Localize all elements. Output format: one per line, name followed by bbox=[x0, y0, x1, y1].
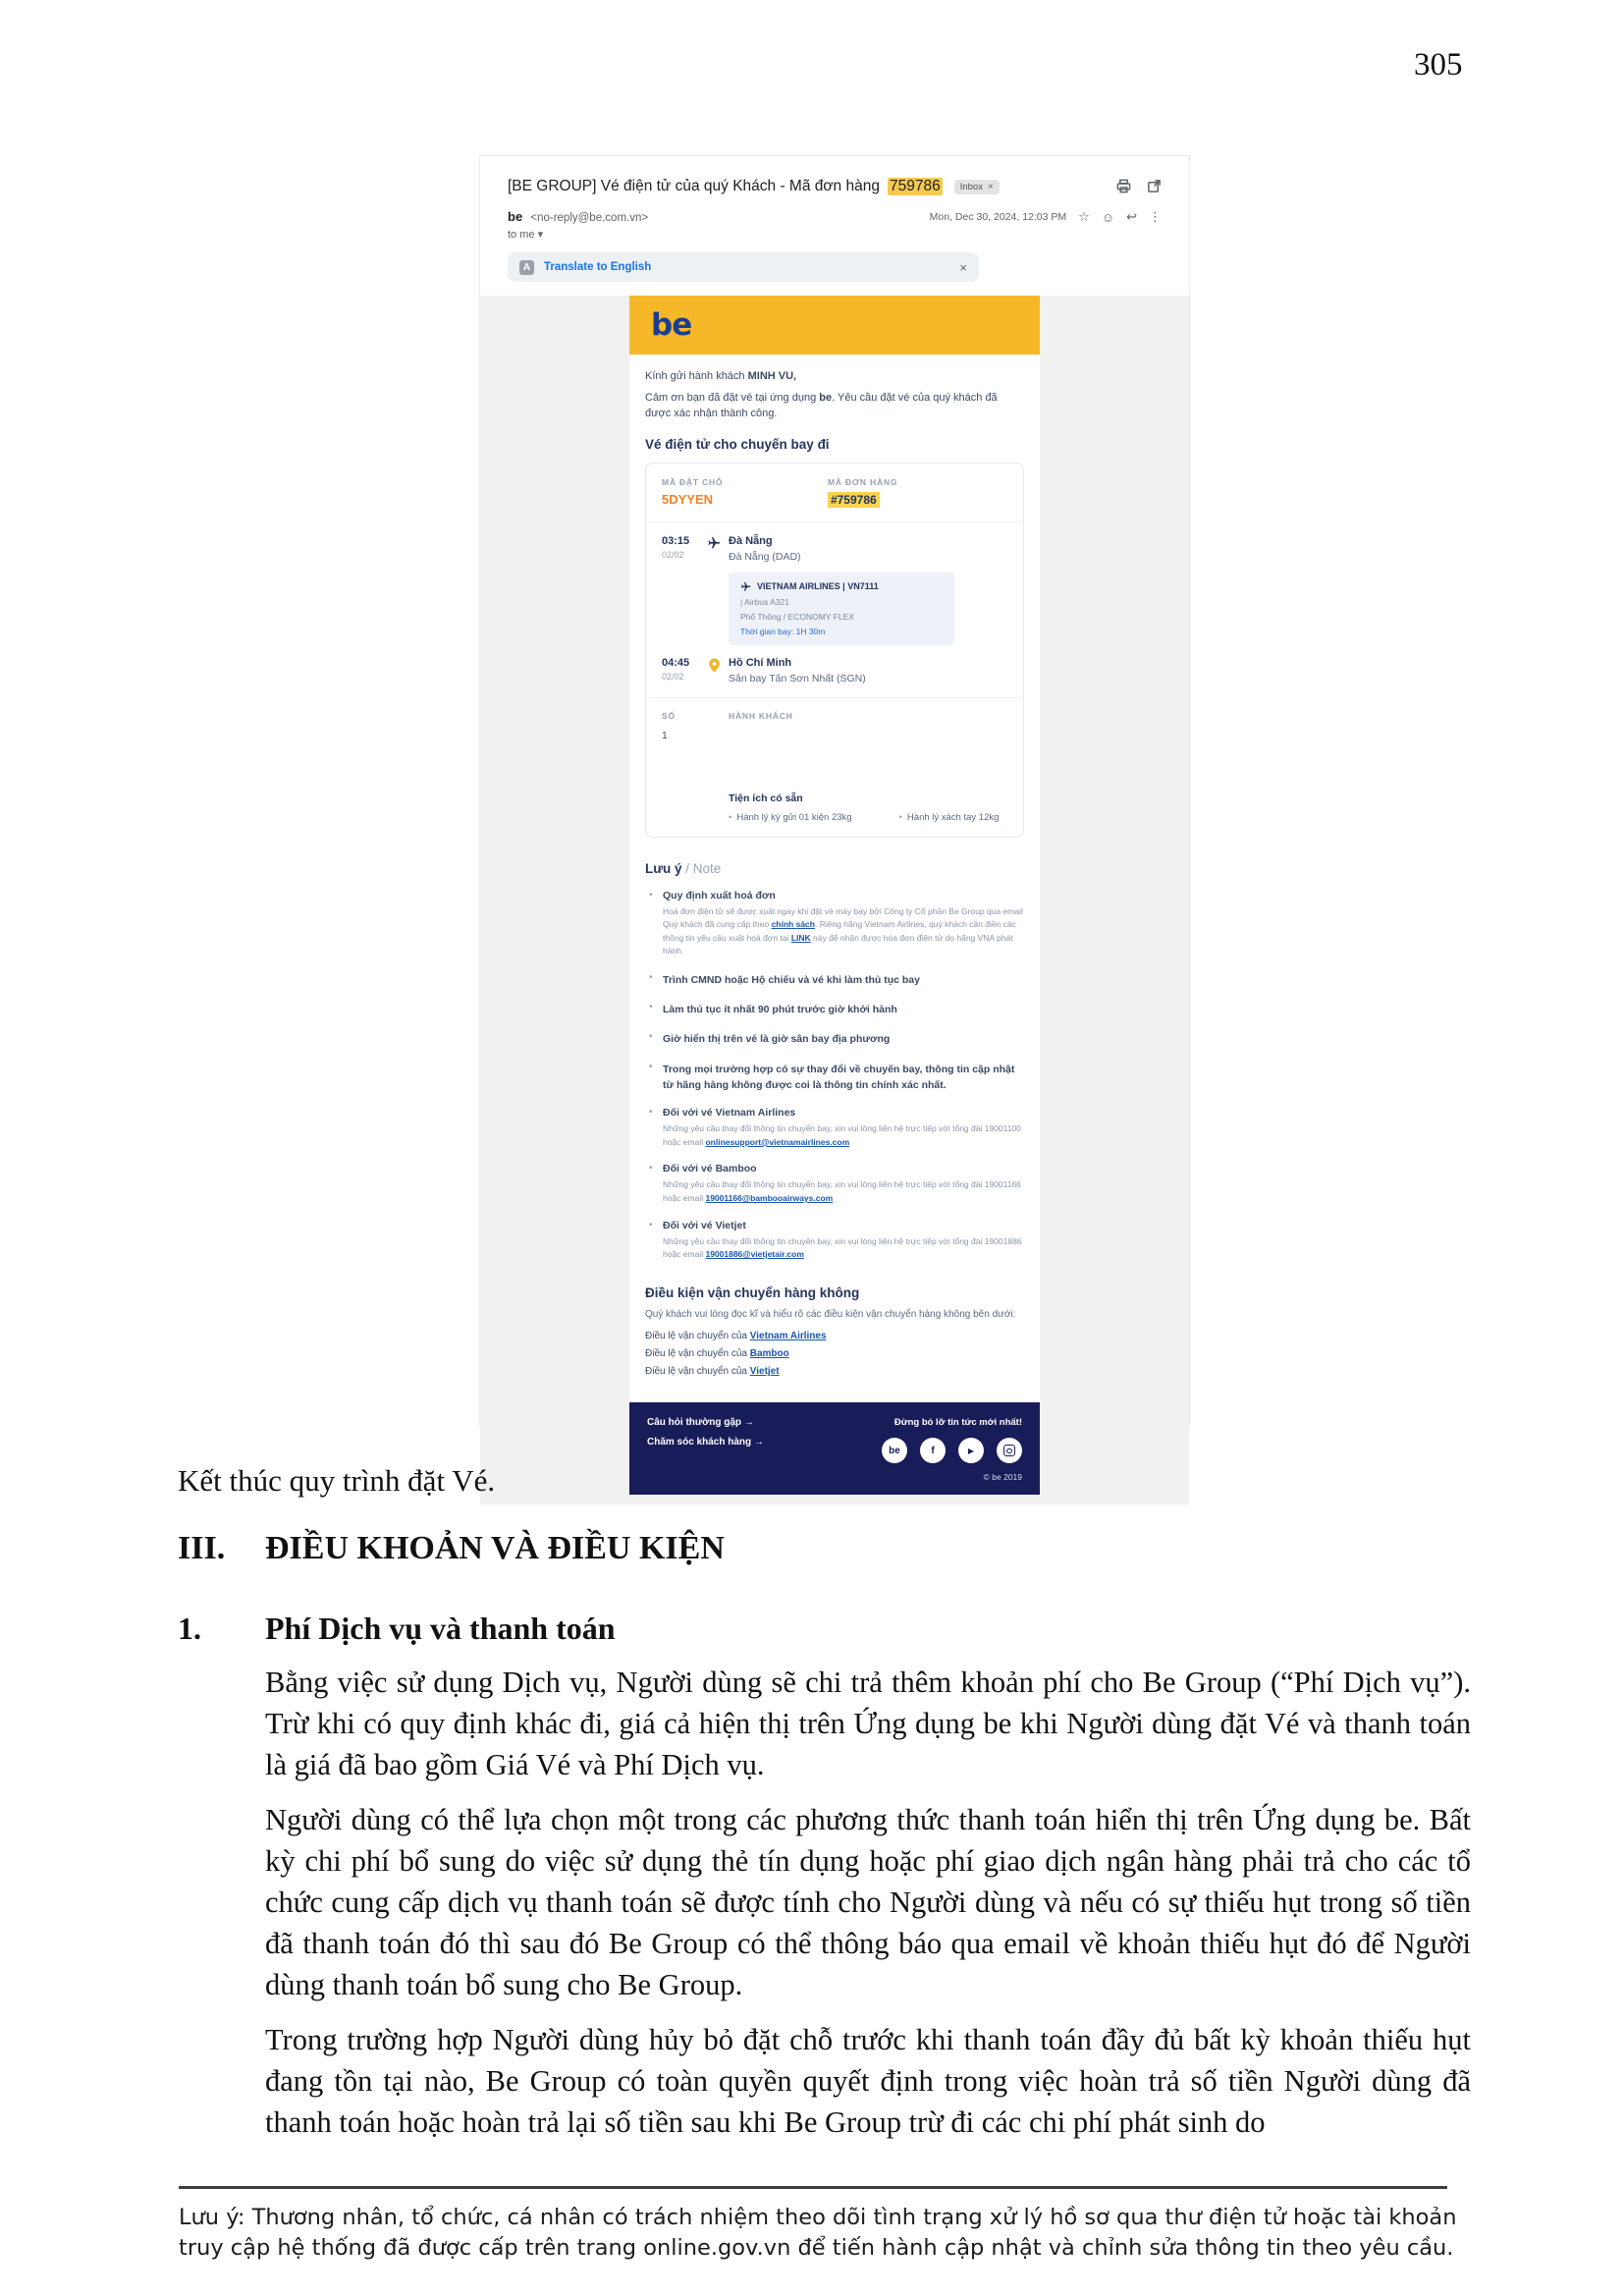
be-logo: be bbox=[651, 307, 692, 343]
sender-name: be bbox=[508, 209, 523, 224]
message-meta bbox=[930, 209, 1162, 225]
passenger-name: MINH VU, bbox=[747, 370, 797, 382]
flight-duration: Thời gian bay: 1H 30m bbox=[740, 626, 826, 636]
arrival-time: 04:45 bbox=[662, 656, 690, 669]
body-paragraphs bbox=[265, 1662, 1471, 2157]
conditions-title: Điều kiện vận chuyển hàng không bbox=[645, 1285, 860, 1300]
cabin-class: Phổ Thông / ECONOMY FLEX bbox=[740, 611, 854, 622]
faq-link[interactable]: Câu hỏi thường gặp → bbox=[647, 1417, 754, 1429]
passenger-name-blank bbox=[662, 741, 1007, 793]
customer-care-link[interactable]: Chăm sóc khách hàng → bbox=[647, 1437, 764, 1449]
inbox-label-chip[interactable] bbox=[954, 180, 1000, 194]
inbox-label: Inbox bbox=[959, 181, 983, 192]
divider bbox=[646, 697, 1023, 698]
departure-date: 02/02 bbox=[662, 549, 684, 560]
note-item: • Làm thủ tục ít nhất 90 phút trước giờ khởi hành bbox=[645, 1002, 1024, 1017]
ticket-heading: Vé điện tử cho chuyến bay đi bbox=[645, 436, 830, 452]
order-number: #759786 bbox=[828, 492, 880, 508]
conditions-intro: Quý khách vui lòng đọc kĩ và hiểu rõ các điều kiện vận chuyển hàng không bên dưới: bbox=[645, 1308, 1016, 1320]
order-number-label: MÃ ĐƠN HÀNG bbox=[827, 476, 898, 487]
note-airline-vietjet: • Đối với vé Vietjet Những yêu cầu thay đổi thông tin chuyến bay, xin vui lòng liên hệ trực tiếp với tổng đài 19001886 hoặc email 19001886@vietjetair.com bbox=[645, 1220, 1024, 1262]
printer-icon[interactable] bbox=[1116, 179, 1131, 198]
to-line[interactable]: to me ▾ bbox=[508, 229, 544, 241]
gmail-header bbox=[480, 156, 1189, 282]
departure-city: Đà Nẵng bbox=[729, 534, 773, 547]
page-footnote: Lưu ý: Thương nhân, tổ chức, cá nhân có trách nhiệm theo dõi tình trạng xử lý hồ sơ qua thư điện tử hoặc tài khoản truy cập hệ thống đã được cấp trên trang online.gov.vn để tiến hành cập nhật và chỉnh sửa thông tin theo yêu cầu. bbox=[179, 2205, 1457, 2261]
location-pin-icon bbox=[699, 657, 729, 673]
arrival-city: Hồ Chí Minh bbox=[729, 656, 792, 669]
passenger-table-header bbox=[662, 711, 1007, 721]
email-body-viewport bbox=[480, 296, 1189, 1504]
amenities-title: Tiện ích có sẵn bbox=[729, 792, 803, 804]
departure-leg bbox=[662, 535, 1007, 563]
email-subject: [BE GROUP] Vé điện tử của quý Khách - Mã đơn hàng bbox=[508, 178, 880, 194]
notes-title: Lưu ý / Note bbox=[645, 860, 722, 876]
closing-line: Kết thúc quy trình đặt Vé. bbox=[178, 1463, 496, 1498]
departure-time: 03:15 bbox=[662, 534, 690, 547]
translate-bar bbox=[508, 252, 979, 282]
plane-icon bbox=[740, 581, 751, 592]
notes-section bbox=[645, 861, 1024, 1262]
airline-line bbox=[740, 581, 943, 592]
note-invoice bbox=[645, 890, 1024, 958]
note-item: • Trong mọi trường hợp có sự thay đổi về chuyến bay, thông tin cập nhật từ hãng hàng không được coi là thông tin chính xác nhất. bbox=[645, 1062, 1024, 1094]
subject-highlight: 759786 bbox=[889, 178, 941, 194]
page-number: 305 bbox=[1414, 47, 1463, 82]
aircraft-type: | Airbus A321 bbox=[740, 596, 789, 607]
conditions-section bbox=[645, 1285, 1024, 1382]
facebook-icon[interactable]: f bbox=[920, 1438, 946, 1463]
section-numeral: III. bbox=[178, 1530, 226, 1566]
footer-rule bbox=[179, 2186, 1447, 2189]
booking-code-label: MÃ ĐẶT CHỖ bbox=[662, 476, 724, 487]
inbox-close-icon[interactable]: × bbox=[987, 181, 994, 192]
bamboo-conditions-link[interactable]: Bamboo bbox=[749, 1348, 789, 1360]
vietjet-email-link[interactable]: 19001886@vietjetair.com bbox=[705, 1249, 804, 1260]
translate-icon: A bbox=[519, 260, 534, 275]
booking-box bbox=[645, 463, 1024, 838]
open-in-new-icon[interactable] bbox=[1147, 179, 1162, 198]
plane-departure-icon bbox=[699, 535, 729, 550]
email-card bbox=[629, 296, 1040, 1495]
note-airline-vna: • Đối với vé Vietnam Airlines Những yêu cầu thay đổi thông tin chuyến bay, xin vui lòng liên hệ trực tiếp với tổng đài 19001100 hoặc email onlinesupport@vietnamairlines.com bbox=[645, 1107, 1024, 1149]
note-item: • Trình CMND hoặc Hộ chiếu và vé khi làm thủ tục bay bbox=[645, 972, 1024, 988]
paragraph: Trong trường hợp Người dùng hủy bỏ đặt chỗ trước khi thanh toán đầy đủ bất kỳ khoản thiếu hụt đang tồn tại nào, Be Group có toàn quyền quyết định trong việc hoàn trả số tiền Người dùng đã thanh toán hoặc hoàn trả lại số tiền sau khi Be Group trừ đi các chi phí phát sinh do bbox=[265, 2023, 1471, 2139]
more-options-icon[interactable]: ⋮ bbox=[1149, 209, 1162, 224]
arrival-leg bbox=[662, 657, 1007, 684]
invoice-link[interactable]: LINK bbox=[790, 932, 811, 943]
star-icon[interactable]: ☆ bbox=[1078, 209, 1090, 224]
translate-close-icon[interactable]: × bbox=[959, 259, 967, 275]
amenities-section bbox=[729, 793, 1007, 823]
passenger-row-number: 1 bbox=[662, 729, 668, 741]
email-content bbox=[629, 355, 1040, 1381]
condition-link-line: Điều lệ vận chuyển của Bamboo bbox=[645, 1348, 789, 1360]
vietjet-conditions-link[interactable]: Vietjet bbox=[749, 1366, 780, 1378]
newsletter-text: Đừng bỏ lỡ tin tức mới nhất! bbox=[893, 1417, 1022, 1429]
greeting-line: Kính gửi hành khách MINH VU, bbox=[645, 370, 797, 382]
subsection-number: 1. bbox=[178, 1611, 201, 1646]
youtube-icon[interactable]: ▶ bbox=[958, 1438, 984, 1463]
intro-line: Cảm ơn bạn đã đặt vé tại ứng dụng be. Yêu cầu đặt vé của quý khách đã được xác nhận thành công. bbox=[645, 391, 998, 419]
divider bbox=[646, 521, 1023, 522]
amenity-item: • Hành lý ký gửi 01 kiện 23kg bbox=[729, 811, 852, 823]
be-social-icon[interactable]: be bbox=[882, 1438, 907, 1463]
condition-link-line: Điều lệ vận chuyển của Vietjet bbox=[645, 1366, 780, 1378]
condition-link-line: Điều lệ vận chuyển của Vietnam Airlines bbox=[645, 1331, 827, 1342]
subsection-heading bbox=[178, 1611, 616, 1647]
brand-header bbox=[629, 296, 1040, 355]
note-invoice-title: • Quy định xuất hoá đơn bbox=[663, 889, 776, 902]
note-item: • Giờ hiển thị trên vé là giờ sân bay địa phương bbox=[645, 1031, 1024, 1047]
passenger-col-number: SỐ bbox=[662, 710, 676, 721]
email-screenshot bbox=[479, 155, 1190, 1483]
passenger-col-name: HÀNH KHÁCH bbox=[729, 710, 793, 721]
translate-button[interactable]: Translate to English bbox=[544, 261, 652, 273]
booking-code: 5DYYEN bbox=[662, 491, 714, 507]
note-invoice-body: Hoá đơn điện tử sẽ được xuất ngay khi đặt vé máy bay bởi Công ty Cổ phần Be Group qua email Quý khách đã cung cấp theo chính sách. Riêng hãng Vietnam Airlines, quý khách cần điền các thông tin yêu cầu xuất hoá đơn tại LINK này để nhận được hóa đơn điện tử do hãng VNA phát hành. bbox=[663, 905, 1023, 957]
vna-email-link[interactable]: onlinesupport@vietnamairlines.com bbox=[705, 1136, 850, 1147]
flight-info-box bbox=[729, 573, 954, 645]
bamboo-email-link[interactable]: 19001166@bambooairways.com bbox=[705, 1192, 834, 1203]
date-text: Mon, Dec 30, 2024, 12:03 PM bbox=[929, 211, 1067, 223]
section-title: ĐIỀU KHOẢN VÀ ĐIỀU KIỆN bbox=[265, 1530, 725, 1566]
sender-row bbox=[508, 209, 1162, 224]
reply-icon[interactable]: ↩ bbox=[1126, 209, 1137, 224]
header-action-icons bbox=[1116, 179, 1162, 198]
airline-flight-number: VIETNAM AIRLINES | VN7111 bbox=[757, 581, 879, 591]
arrival-date: 02/02 bbox=[662, 671, 684, 682]
sender-address: <no-reply@be.com.vn> bbox=[530, 212, 649, 224]
section-heading bbox=[178, 1530, 725, 1567]
vna-conditions-link[interactable]: Vietnam Airlines bbox=[749, 1331, 827, 1342]
codes-row bbox=[662, 477, 1007, 509]
paragraph: Người dùng có thể lựa chọn một trong các phương thức thanh toán hiển thị trên Ứng dụng be. Bất kỳ chi phí bổ sung do việc sử dụng thẻ tín dụng hoặc phí giao dịch ngân hàng phải trả cho các tổ chức cung cấp dịch vụ thanh toán sẽ được tính cho Người dùng và nếu có sự thiếu hụt trong số tiền đã thanh toán đó thì sau đó Be Group có thể thông báo qua email về khoản thiếu hụt đó để Người dùng thanh toán bổ sung cho Be Group. bbox=[265, 1803, 1471, 2001]
subsection-title: Phí Dịch vụ và thanh toán bbox=[265, 1611, 616, 1646]
policy-link[interactable]: chính sách bbox=[771, 919, 815, 930]
email-footer bbox=[629, 1402, 1040, 1495]
arrival-airport: Sân bay Tân Sơn Nhất (SGN) bbox=[729, 672, 866, 684]
departure-airport: Đà Nẵng (DAD) bbox=[729, 550, 801, 563]
instagram-icon[interactable] bbox=[997, 1438, 1022, 1463]
email-subject-row bbox=[508, 178, 1162, 195]
paragraph: Bằng việc sử dụng Dịch vụ, Người dùng sẽ chi trả thêm khoản phí cho Be Group (“Phí Dịch vụ”). Trừ khi có quy định khác đi, giá cả hiện thị trên Ứng dụng be khi Người dùng đặt Vé và thanh toán là giá đã bao gồm Giá Vé và Phí Dịch vụ. bbox=[265, 1666, 1471, 1781]
note-airline-bamboo: • Đối với vé Bamboo Những yêu cầu thay đổi thông tin chuyến bay, xin vui lòng liên hệ trực tiếp với tổng đài 19001166 hoặc email 19001166@bambooairways.com bbox=[645, 1163, 1024, 1205]
copyright-text: © be 2019 bbox=[983, 1472, 1022, 1483]
amenity-item: • Hành lý xách tay 12kg bbox=[898, 811, 1000, 823]
emoji-reaction-icon[interactable]: ☺ bbox=[1101, 209, 1115, 225]
